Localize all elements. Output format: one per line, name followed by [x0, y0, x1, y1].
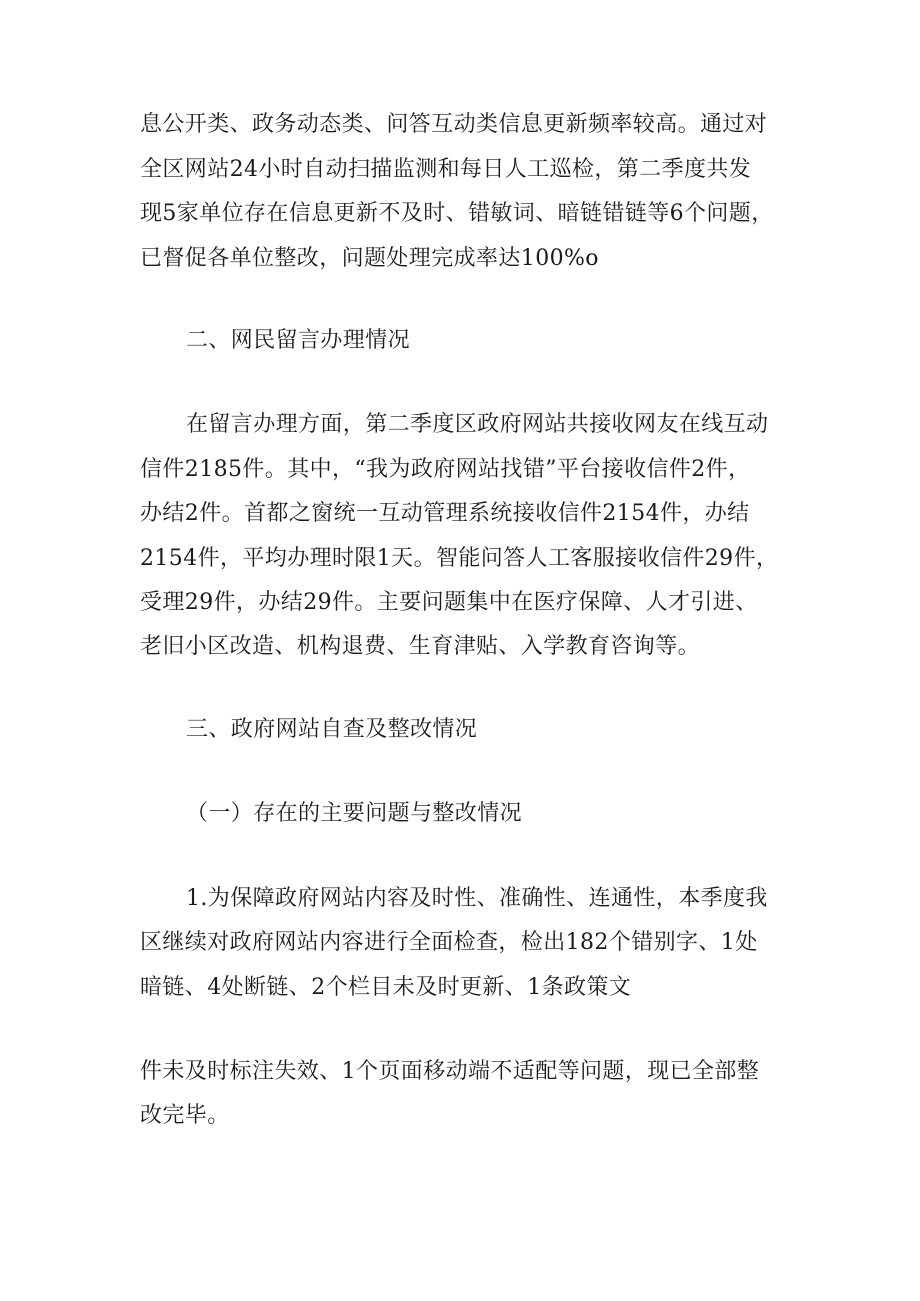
paragraph-line: 件未及时标注失效、1个页面移动端不适配等问题，现已全部整 [140, 1059, 760, 1084]
paragraph-line: 区继续对政府网站内容进行全面检查，检出182个错别字、1处 [140, 930, 758, 955]
subsection-heading: （一）存在的主要问题与整改情况 [186, 801, 523, 826]
paragraph-line: 受理29件，办结29件。主要问题集中在医疗保障、人才引进、 [140, 590, 758, 615]
paragraph-line: 已督促各单位整改，问题处理完成率达100%o [140, 246, 599, 271]
paragraph-line: 现5家单位存在信息更新不及时、错敏词、暗链错链等6个问题， [140, 201, 774, 226]
paragraph-line: 办结2件。首都之窗统一互动管理系统接收信件2154件，办结 [140, 501, 750, 526]
paragraph-line: 2154件，平均办理时限1天。智能问答人工客服接收信件29件， [140, 546, 779, 571]
paragraph-line: 老旧小区改造、机构退费、生育津贴、入学教育咨询等。 [140, 634, 701, 659]
paragraph-line: 息公开类、政务动态类、问答互动类信息更新频率较高。通过对 [140, 112, 768, 137]
section-heading: 三、政府网站自查及整改情况 [186, 717, 478, 742]
section-heading: 二、网民留言办理情况 [186, 328, 411, 353]
paragraph-line: 信件2185件。其中，“我为政府网站找错”平台接收信件2件， [140, 457, 751, 482]
paragraph-line: 1.为保障政府网站内容及时性、准确性、连通性，本季度我 [186, 886, 768, 911]
paragraph-line: 暗链、4处断链、2个栏目未及时更新、1条政策文 [140, 975, 632, 1000]
paragraph-line: 全区网站24小时自动扫描监测和每日人工巡检，第二季度共发 [140, 157, 752, 182]
paragraph-line: 改完毕。 [140, 1103, 230, 1128]
paragraph-line: 在留言办理方面，第二季度区政府网站共接收网友在线互动 [186, 412, 769, 437]
